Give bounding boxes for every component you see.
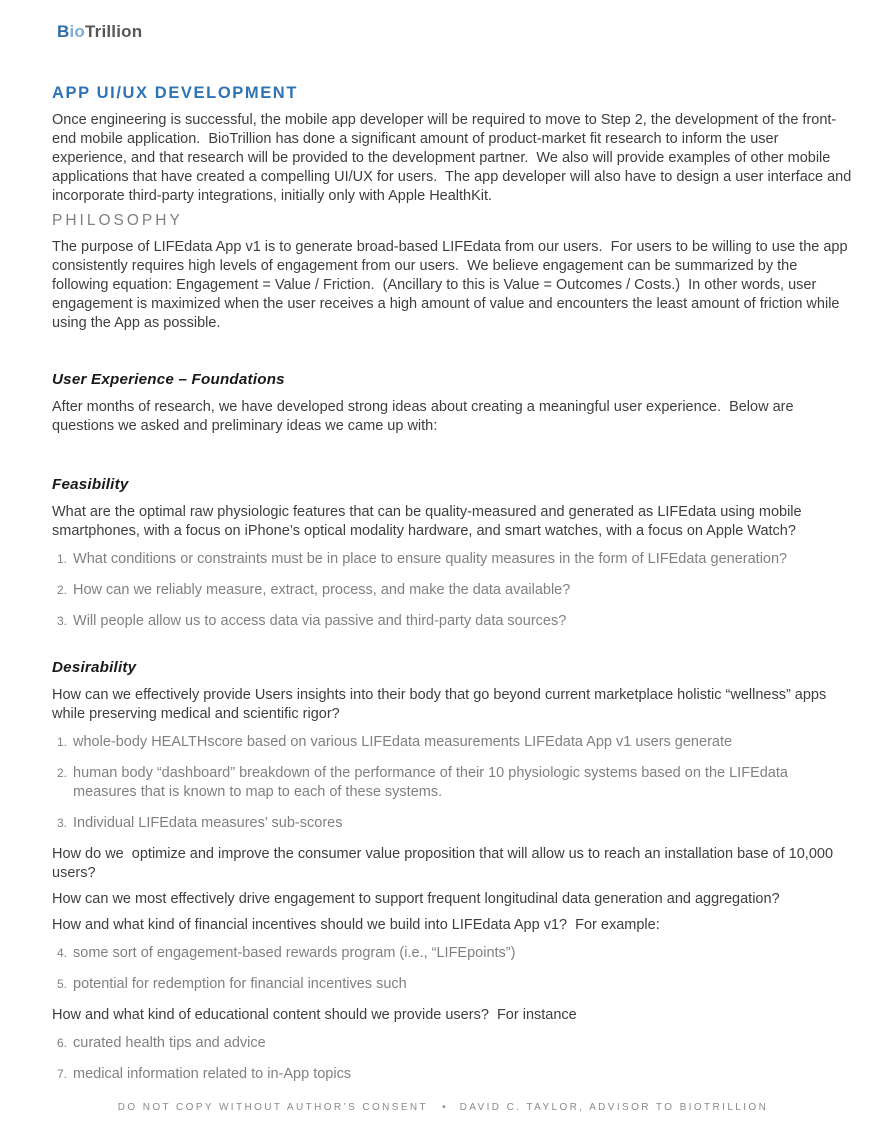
- list-item: [52, 1034, 852, 1053]
- feasibility-list: [52, 550, 852, 631]
- foundations-heading: User Experience – Foundations: [52, 371, 285, 388]
- financial-incentives-list: [52, 944, 852, 994]
- list-item-number: 7.: [57, 1067, 68, 1081]
- list-item: [52, 1065, 852, 1084]
- biotrillion-logo: [57, 22, 852, 42]
- list-item-number: 1.: [57, 552, 68, 566]
- intro-paragraph: Once engineering is successful, the mobile app developer will be required to move to Step 2, the development of the front-end mobile application. BioTrillion has done a significant amount of product-market fit research to inform the user experience, and that research will be provided to the development partner. We also will provide examples of other mobile applications that have created a compelling UI/UX for users. The app developer will also have to design a user interface and incorporate third-party integrations, initially only with Apple HealthKit.: [52, 112, 856, 204]
- question-financial: How and what kind of financial incentives should we build into LIFEdata App v1? For example:: [52, 917, 660, 933]
- list-item-number: 4.: [57, 946, 68, 960]
- page-title: APP UI/UX DEVELOPMENT: [52, 84, 298, 102]
- feasibility-question: What are the optimal raw physiologic features that can be quality-measured and generated as LIFEdata using mobile smartphones, with a focus on iPhone’s optical modality hardware, and smart watches, with a focus on Apple Watch?: [52, 504, 806, 539]
- foundations-paragraph: After months of research, we have developed strong ideas about creating a meaningful user experience. Below are questions we asked and preliminary ideas we came up with:: [52, 399, 798, 434]
- list-item-number: 3.: [57, 816, 68, 830]
- question-optimize: How do we optimize and improve the consumer value proposition that will allow us to reach an installation base of 10,000 users?: [52, 846, 838, 881]
- list-item-text: medical information related to in-App topics: [73, 1066, 352, 1082]
- list-item-number: 5.: [57, 977, 68, 991]
- list-item: [52, 975, 852, 994]
- list-item-number: 6.: [57, 1036, 68, 1050]
- question-engagement: How can we most effectively drive engagement to support frequent longitudinal data generation and aggregation?: [52, 891, 780, 907]
- footer-bullet: •: [442, 1102, 446, 1113]
- list-item: [52, 944, 852, 963]
- desirability-heading: Desirability: [52, 659, 137, 676]
- list-item-text: curated health tips and advice: [73, 1035, 266, 1051]
- list-item: [52, 764, 852, 802]
- footer-notice: [0, 1102, 886, 1113]
- list-item-text: whole-body HEALTHscore based on various LIFEdata measurements LIFEdata App v1 users generate: [73, 734, 733, 750]
- educational-content-list: [52, 1034, 852, 1084]
- footer-author-text: DAVID C. TAYLOR, ADVISOR TO BIOTRILLION: [459, 1102, 769, 1113]
- list-item-number: 2.: [57, 766, 68, 780]
- list-item-text: What conditions or constraints must be in place to ensure quality measures in the form of LIFEdata generation?: [73, 551, 788, 567]
- list-item-text: Will people allow us to access data via passive and third-party data sources?: [73, 613, 567, 629]
- list-item-number: 1.: [57, 735, 68, 749]
- feasibility-heading: Feasibility: [52, 476, 129, 493]
- list-item: [52, 550, 852, 569]
- list-item-number: 3.: [57, 614, 68, 628]
- logo-part-io: io: [69, 22, 85, 41]
- list-item-text: potential for redemption for financial incentives such: [73, 976, 407, 992]
- list-item-number: 2.: [57, 583, 68, 597]
- philosophy-heading: PHILOSOPHY: [52, 212, 183, 229]
- list-item-text: How can we reliably measure, extract, process, and make the data available?: [73, 582, 571, 598]
- list-item: [52, 814, 852, 833]
- question-educational: How and what kind of educational content should we provide users? For instance: [52, 1007, 577, 1023]
- desirability-question: How can we effectively provide Users insights into their body that go beyond current marketplace holistic “wellness” apps while preserving medical and scientific rigor?: [52, 687, 831, 722]
- philosophy-paragraph: The purpose of LIFEdata App v1 is to generate broad-based LIFEdata from our users. For users to be willing to use the app consistently requires high levels of engagement from our users. We believe engagement can be summarized by the following equation: Engagement = Value / Friction. (Ancillary to this is Value = Outcomes / Costs.) In other words, user engagement is maximized when the user receives a high amount of value and encounters the least amount of friction while using the App as possible.: [52, 239, 852, 331]
- list-item-text: human body “dashboard” breakdown of the performance of their 10 physiologic systems based on the LIFEdata measures that is known to map to each of these systems.: [73, 765, 792, 800]
- list-item: [52, 733, 852, 752]
- desirability-list: [52, 733, 852, 833]
- logo-part-trillion: Trillion: [85, 22, 143, 41]
- logo-part-b: B: [57, 22, 70, 41]
- list-item: [52, 581, 852, 600]
- list-item-text: some sort of engagement-based rewards program (i.e., “LIFEpoints”): [73, 945, 516, 961]
- list-item: [52, 612, 852, 631]
- list-item-text: Individual LIFEdata measures’ sub-scores: [73, 815, 343, 831]
- footer-consent-text: DO NOT COPY WITHOUT AUTHOR’S CONSENT: [117, 1102, 429, 1113]
